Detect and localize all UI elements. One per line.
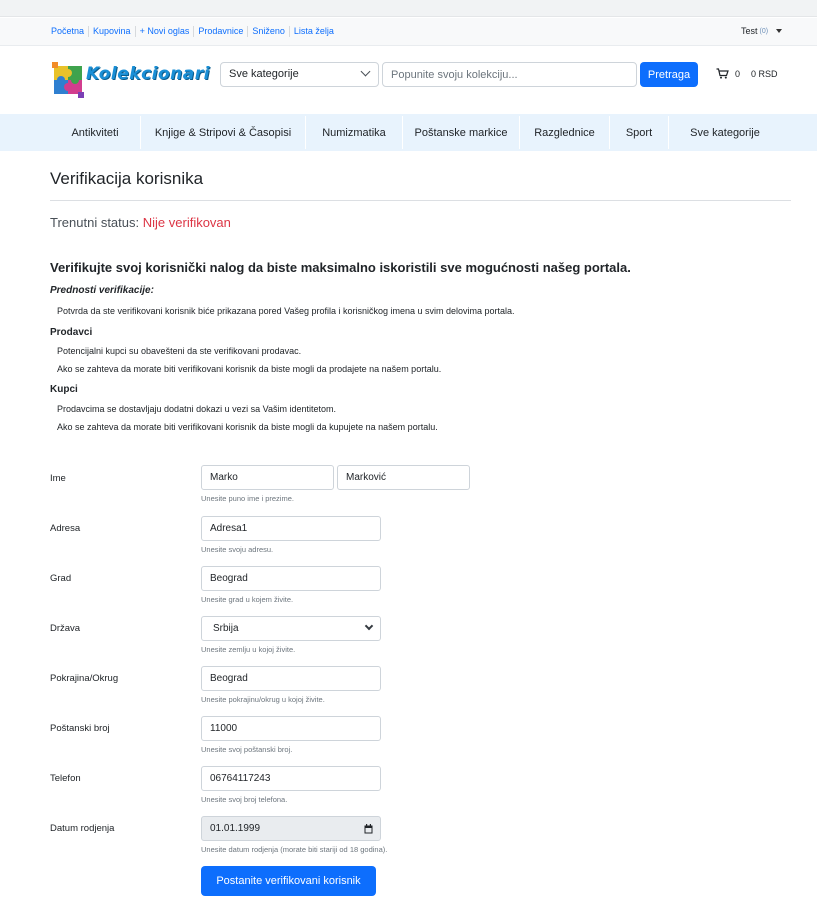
toplink-kupovina[interactable]: Kupovina bbox=[89, 26, 136, 37]
buyers-title: Kupci bbox=[50, 384, 78, 395]
country-value: Srbija bbox=[213, 623, 239, 634]
category-select-value: Sve kategorije bbox=[229, 68, 299, 80]
category-select[interactable] bbox=[220, 62, 379, 87]
verification-status bbox=[50, 215, 231, 230]
cart-total: 0 RSD bbox=[751, 68, 778, 79]
category-knjige[interactable]: Knjige & Stripovi & Časopisi bbox=[141, 116, 306, 149]
toplink-pocetna[interactable]: Početna bbox=[47, 26, 89, 37]
toplink-novi-oglas[interactable]: + Novi oglas bbox=[136, 26, 195, 37]
top-links bbox=[47, 26, 338, 37]
calendar-icon[interactable] bbox=[364, 824, 373, 834]
sellers-title: Prodavci bbox=[50, 327, 93, 338]
region-input[interactable] bbox=[201, 666, 381, 691]
cart-count: 0 bbox=[735, 68, 741, 79]
address-value: Adresa1 bbox=[210, 523, 248, 534]
postanski-label: Poštanski broj bbox=[50, 723, 110, 734]
pokrajina-label: Pokrajina/Okrug bbox=[50, 673, 119, 684]
search-button[interactable]: Pretraga bbox=[640, 62, 698, 87]
status-label: Trenutni status: bbox=[50, 215, 140, 230]
cart-icon bbox=[716, 68, 729, 79]
user-menu[interactable] bbox=[741, 26, 782, 36]
city-value: Beograd bbox=[210, 573, 248, 584]
category-postanske-markice[interactable]: Poštanske markice bbox=[403, 116, 520, 149]
ime-help: Unesite puno ime i prezime. bbox=[201, 494, 294, 503]
chevron-down-icon bbox=[365, 622, 373, 630]
browser-chrome bbox=[0, 0, 817, 17]
cart[interactable] bbox=[716, 68, 778, 79]
buyers-line-1: Prodavcima se dostavljaju dodatni dokazi u vezi sa Vašim identitetom. bbox=[57, 404, 336, 414]
postal-code-input[interactable] bbox=[201, 716, 381, 741]
drzava-help: Unesite zemlju u kojoj živite. bbox=[201, 645, 296, 654]
postanski-help: Unesite svoj poštanski broj. bbox=[201, 745, 293, 754]
birthdate-value: 01.01.1999 bbox=[210, 823, 261, 834]
category-numizmatika[interactable]: Numizmatika bbox=[306, 116, 403, 149]
toplink-prodavnice[interactable]: Prodavnice bbox=[194, 26, 248, 37]
category-antikviteti[interactable]: Antikviteti bbox=[50, 116, 141, 149]
status-value: Nije verifikovan bbox=[142, 215, 231, 230]
birthdate-input[interactable] bbox=[201, 816, 381, 841]
postal-code-value: 11000 bbox=[210, 723, 238, 734]
city-input[interactable] bbox=[201, 566, 381, 591]
adresa-help: Unesite svoju adresu. bbox=[201, 545, 274, 554]
country-select[interactable] bbox=[201, 616, 381, 641]
address-input[interactable] bbox=[201, 516, 381, 541]
submit-verification-button[interactable]: Postanite verifikovani korisnik bbox=[201, 866, 376, 896]
user-count: (0) bbox=[759, 27, 769, 35]
grad-label: Grad bbox=[50, 573, 72, 584]
first-name-input[interactable] bbox=[201, 465, 334, 490]
datum-label: Datum rodjenja bbox=[50, 823, 115, 834]
caret-down-icon bbox=[776, 29, 782, 33]
benefits-title: Prednosti verifikacije: bbox=[50, 285, 154, 296]
last-name-input[interactable] bbox=[337, 465, 470, 490]
telefon-label: Telefon bbox=[50, 773, 81, 784]
category-razglednice[interactable]: Razglednice bbox=[520, 116, 610, 149]
user-name: Test bbox=[741, 26, 758, 36]
sellers-line-2: Ako se zahteva da morate biti verifikovani korisnik da biste mogli da prodajete na našem portalu. bbox=[57, 364, 442, 374]
grad-help: Unesite grad u kojem živite. bbox=[201, 595, 294, 604]
benefits-line: Potvrda da ste verifikovani korisnik biće prikazana pored Vašeg profila i korisničkog imena u svim delovima portala. bbox=[57, 306, 515, 316]
divider bbox=[50, 200, 791, 201]
search-input[interactable] bbox=[382, 62, 637, 87]
lead-text: Verifikujte svoj korisnički nalog da biste maksimalno iskoristili sve mogućnosti našeg portala. bbox=[50, 260, 631, 275]
drzava-label: Država bbox=[50, 623, 81, 634]
region-value: Beograd bbox=[210, 673, 248, 684]
telefon-help: Unesite svoj broj telefona. bbox=[201, 795, 288, 804]
last-name-value: Marković bbox=[346, 472, 387, 483]
buyers-line-2: Ako se zahteva da morate biti verifikovani korisnik da biste mogli da kupujete na našem portalu. bbox=[57, 422, 438, 432]
top-bar bbox=[0, 18, 817, 46]
datum-help: Unesite datum rodjenja (morate biti stariji od 18 godina). bbox=[201, 845, 388, 854]
category-sve-kategorije[interactable]: Sve kategorije bbox=[690, 126, 760, 139]
ime-label: Ime bbox=[50, 473, 66, 484]
toplink-snizeno[interactable]: Sniženo bbox=[248, 26, 290, 37]
category-sport[interactable]: Sport bbox=[610, 116, 669, 149]
phone-value: 06764117243 bbox=[210, 773, 271, 784]
page-title: Verifikacija korisnika bbox=[50, 169, 204, 188]
phone-input[interactable] bbox=[201, 766, 381, 791]
chevron-down-icon bbox=[361, 67, 371, 77]
pokrajina-help: Unesite pokrajinu/okrug u kojoj živite. bbox=[201, 695, 325, 704]
logo-text[interactable]: Kolekcionari bbox=[86, 64, 210, 84]
first-name-value: Marko bbox=[210, 472, 238, 483]
sellers-line-1: Potencijalni kupci su obavešteni da ste verifikovani prodavac. bbox=[57, 346, 302, 356]
toplink-lista-zelja[interactable]: Lista želja bbox=[293, 26, 334, 36]
adresa-label: Adresa bbox=[50, 523, 81, 534]
category-nav bbox=[0, 114, 817, 151]
